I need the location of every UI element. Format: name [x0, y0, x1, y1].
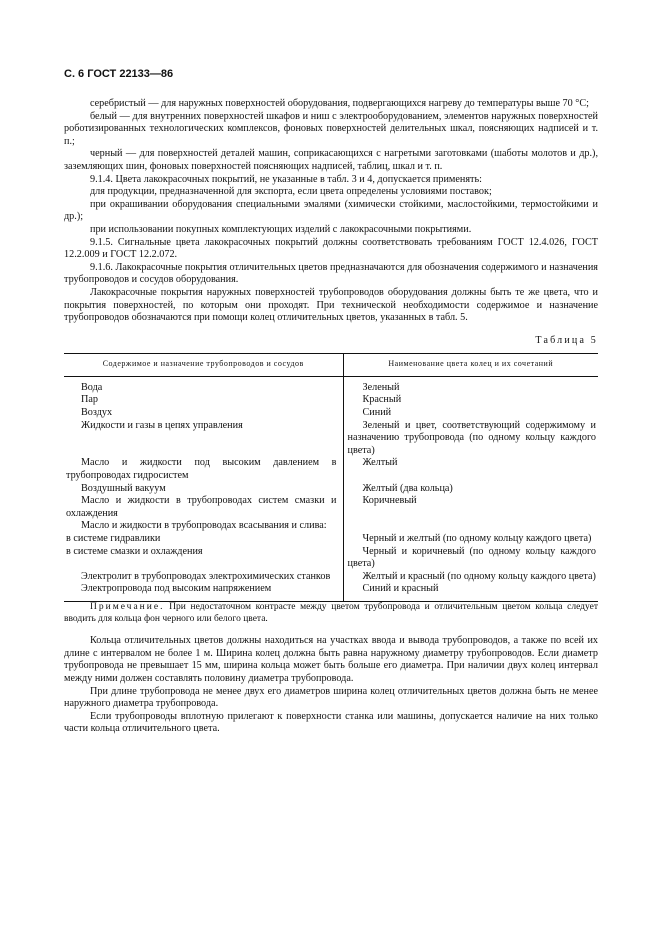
cell-color: Желтый и красный (по одному кольцу каждого цвета): [362, 570, 596, 582]
table-header-row: [64, 354, 598, 377]
paragraph: при окрашивании оборудования специальными эмалями (химически стойкими, маслостойкими, термостойкими и др.);: [64, 198, 598, 223]
table-row: [64, 457, 598, 482]
cell-color: [343, 520, 598, 533]
table-note: [64, 602, 598, 625]
paragraph: черный — для поверхностей деталей машин, соприкасающихся с нагретыми заготовками (шаботы молотов и др.), заземляющих шин, фоновых поверхностей поясняющих надписей, таблиц, шкал и т. п.: [64, 148, 598, 172]
cell-color: Коричневый: [362, 495, 417, 507]
column-header-color: Наименование цвета колец и их сочетаний: [343, 354, 598, 377]
table-5: [64, 353, 598, 602]
cell-content: в системе гидравлики: [64, 533, 343, 546]
table-row: [64, 483, 598, 496]
note-text: При недостаточном контрасте между цветом трубопровода и отличительным цветом кольца следует вводить для кольца фон черного или белого цвета.: [64, 601, 598, 624]
cell-color: Желтый (два кольца): [362, 482, 453, 494]
cell-content: Масло и жидкости в трубопроводах систем смазки и охлаждения: [64, 495, 343, 520]
paragraph: при использовании покупных комплектующих изделий с лакокрасочными покрытиями.: [90, 223, 472, 235]
cell-color: Синий: [362, 407, 392, 419]
paragraph: При длине трубопровода не менее двух его диаметров ширина колец отличительных цветов должна быть не менее наружного диаметра трубопровода.: [64, 685, 598, 710]
paragraph: для продукции, предназначенной для экспорта, если цвета определены условиями поставок;: [90, 186, 492, 198]
cell-content: Электролит в трубопроводах электрохимических станков: [64, 571, 343, 584]
document-body: [64, 98, 598, 736]
clause-9-1-4: 9.1.4. Цвета лакокрасочных покрытий, не указанные в табл. 3 и 4, допускается применять:: [90, 173, 482, 185]
cell-content: Жидкости и газы в цепях управления: [64, 420, 343, 458]
paragraph: Если трубопроводы вплотную прилегают к поверхности станка или машины, допускается наличие на них только части кольца отличительного цвета.: [64, 710, 598, 735]
table-row: [64, 407, 598, 420]
table-row: [64, 520, 598, 533]
table-row: [64, 571, 598, 584]
table-row: [64, 546, 598, 571]
table-row: [64, 583, 598, 601]
paragraph: Лакокрасочные покрытия наружных поверхностей трубопроводов оборудования должны быть те же цвета, что и покрытия поверхностей, по которым они проходят. При технической необходимости содержимое и назначение трубопроводов обозначаются при помощи колец отличительных цветов, указанных в табл. 5.: [64, 286, 598, 324]
column-header-content: Содержимое и назначение трубопроводов и сосудов: [64, 354, 343, 377]
cell-color: Черный и желтый (по одному кольцу каждого цвета): [362, 533, 592, 544]
cell-content: Масло и жидкости под высоким давлением в трубопроводах гидросистем: [64, 457, 343, 482]
cell-color: Красный: [362, 394, 402, 406]
page-header: С. 6 ГОСТ 22133—86: [64, 68, 174, 80]
note-label: Примечание.: [90, 601, 165, 612]
paragraph: Кольца отличительных цветов должны находиться на участках ввода и вывода трубопроводов, а также по всей их длине с интервалом не более 1 м. Ширина колец должна быть равна наружному диаметру трубопроводов. Если диаметр трубопровода не превышает 15 мм, ширина кольца может быть больше его диаметра. При наличии двух колец интервал между ними должен составлять половину диаметра трубопровода.: [64, 635, 598, 684]
clause-9-1-6: 9.1.6. Лакокрасочные покрытия отличительных цветов предназначаются для обозначения содержимого и назначения трубопроводов и сосудов оборудования.: [64, 261, 598, 286]
cell-content: Пар: [64, 394, 343, 407]
table-row: [64, 495, 598, 520]
cell-content: Масло и жидкости в трубопроводах всасывания и слива:: [64, 520, 343, 533]
cell-color: Желтый: [362, 457, 398, 469]
cell-content: Воздушный вакуум: [64, 483, 343, 496]
table-caption: Таблица 5: [535, 334, 598, 346]
table-row: [64, 394, 598, 407]
cell-color: Черный и коричневый (по одному кольцу каждого цвета): [347, 545, 596, 570]
table-row: [64, 376, 598, 394]
cell-content: Вода: [64, 376, 343, 394]
cell-content: Воздух: [64, 407, 343, 420]
cell-color: Зеленый: [362, 381, 400, 393]
table-row: [64, 533, 598, 546]
paragraph: белый — для внутренних поверхностей шкафов и ниш с электрооборудованием, элементов наружных поверхностей роботизированных технологических комплексов, фоновых поверхностей делительных шкал, поясняющих надписей и т. п.;: [64, 110, 598, 147]
cell-color: Синий и красный: [343, 583, 598, 601]
cell-color: Зеленый и цвет, соответствующий содержимому и назначению трубопровода (по одному кольцу каждого цвета): [347, 419, 596, 456]
paragraph: серебристый — для наружных поверхностей оборудования, подвергающихся нагреву до температуры выше 70 °С;: [90, 98, 589, 109]
table-row: [64, 420, 598, 458]
clause-9-1-5: 9.1.5. Сигнальные цвета лакокрасочных покрытий должны соответствовать требованиям ГОСТ 12.4.026, ГОСТ 12.2.009 и ГОСТ 12.2.072.: [64, 236, 598, 261]
cell-content: в системе смазки и охлаждения: [64, 546, 343, 571]
cell-content: Электропровода под высоким напряжением: [64, 583, 343, 601]
